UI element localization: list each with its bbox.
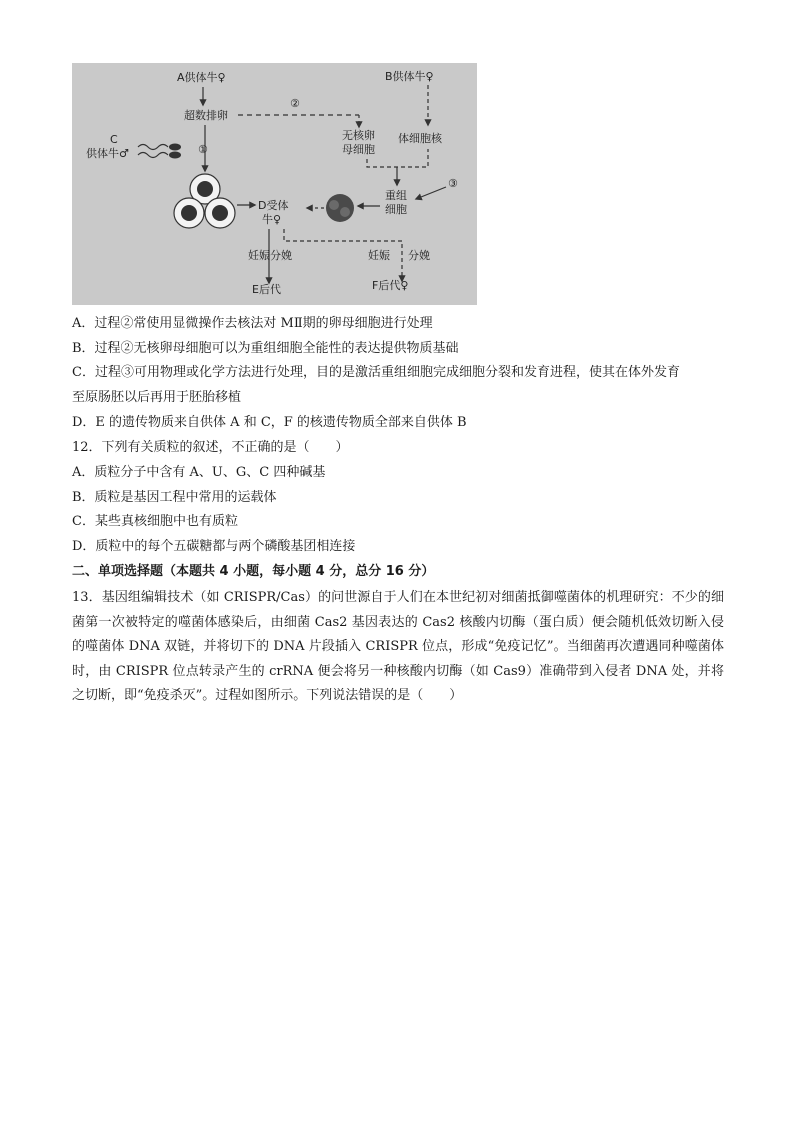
process3-arrow <box>416 187 446 199</box>
offspring-f-label: F后代♀ <box>372 279 409 292</box>
step3-marker: ③ <box>448 177 458 190</box>
section2-heading: 二、单项选择题（本题共 4 小题，每小题 4 分，总分 16 分） <box>72 564 435 579</box>
q11-option-c-line2: 至原肠胚以后再用于胚胎移植 <box>72 390 242 405</box>
enucleated-oocyte-label-1: 无核卵 <box>342 129 375 142</box>
q12-option-d: D．质粒中的每个五碳糖都与两个磷酸基团相连接 <box>72 539 356 554</box>
donor-b-label: B供体牛♀ <box>385 70 434 83</box>
enucleated-oocyte-label-2: 母细胞 <box>342 143 375 156</box>
somatic-nucleus-label: 体细胞核 <box>398 132 442 145</box>
sperm-icon <box>138 144 181 159</box>
cloned-embryo-icon <box>326 194 354 222</box>
donor-c-label-2: 供体牛♂ <box>86 147 129 160</box>
step2-marker: ② <box>290 97 300 110</box>
q12-option-b: B．质粒是基因工程中常用的运载体 <box>72 490 277 505</box>
early-embryo-icon <box>174 174 235 228</box>
q11-option-a: A．过程②常使用显微操作去核法对 MⅡ期的卵母细胞进行处理 <box>72 316 433 331</box>
pregnancy-right-label-2: 分娩 <box>408 249 430 262</box>
step1-marker: ① <box>198 143 208 156</box>
donor-c-label-1: C <box>110 133 118 146</box>
q11-option-b: B．过程②无核卵母细胞可以为重组细胞全能性的表达提供物质基础 <box>72 341 459 356</box>
merge-bracket <box>367 149 428 167</box>
reconstructed-label-1: 重组 <box>385 189 407 202</box>
recipient-d-label-1: D受体 <box>258 199 289 212</box>
q11-option-c-line1: C．过程③可用物理或化学方法进行处理，目的是激活重组细胞完成细胞分裂和发育进程，使其在体外发育 <box>72 365 680 380</box>
offspring-e-label: E后代 <box>252 283 281 296</box>
pregnancy-right-label-1: 妊娠 <box>368 249 390 262</box>
donor-a-label: A供体牛♀ <box>177 71 226 84</box>
q12-option-a: A．质粒分子中含有 A、U、G、C 四种碱基 <box>72 465 326 480</box>
recipient-d-label-2: 牛♀ <box>262 213 282 226</box>
nuclear-transfer-diagram <box>72 63 477 305</box>
q13-stem: 13．基因组编辑技术（如 CRISPR/Cas）的问世源自于人们在本世纪初对细菌抵御噬菌体的机理研究：不少的细菌第一次被特定的噬菌体感染后，由细菌 Cas2 基因表达的 Cas2 核酸内切酶（蛋白质）便会随机低效切断入侵的噬菌体 DNA 双链，并将切下的 DNA 片段插入 CRISPR 位点，形成“免疫记忆”。当细菌再次遭遇同种噬菌体时，由 CRISPR 位点转录产生的 crRNA 便会将另一种核酸内切酶（如 Cas9）准确带到入侵者 DNA 处，并将之切断，即“免疫杀灭”。过程如图所示。下列说法错误的是（ ） <box>72 590 724 703</box>
q12-stem: 12．下列有关质粒的叙述，不正确的是（ ） <box>72 440 349 455</box>
q11-option-d: D．E 的遗传物质来自供体 A 和 C，F 的核遗传物质全部来自供体 B <box>72 415 467 430</box>
q12-option-c: C．某些真核细胞中也有质粒 <box>72 514 238 529</box>
pregnancy-left-label: 妊娠分娩 <box>248 249 292 262</box>
reconstructed-label-2: 细胞 <box>385 203 407 216</box>
superovulation-label: 超数排卵 <box>184 109 228 122</box>
